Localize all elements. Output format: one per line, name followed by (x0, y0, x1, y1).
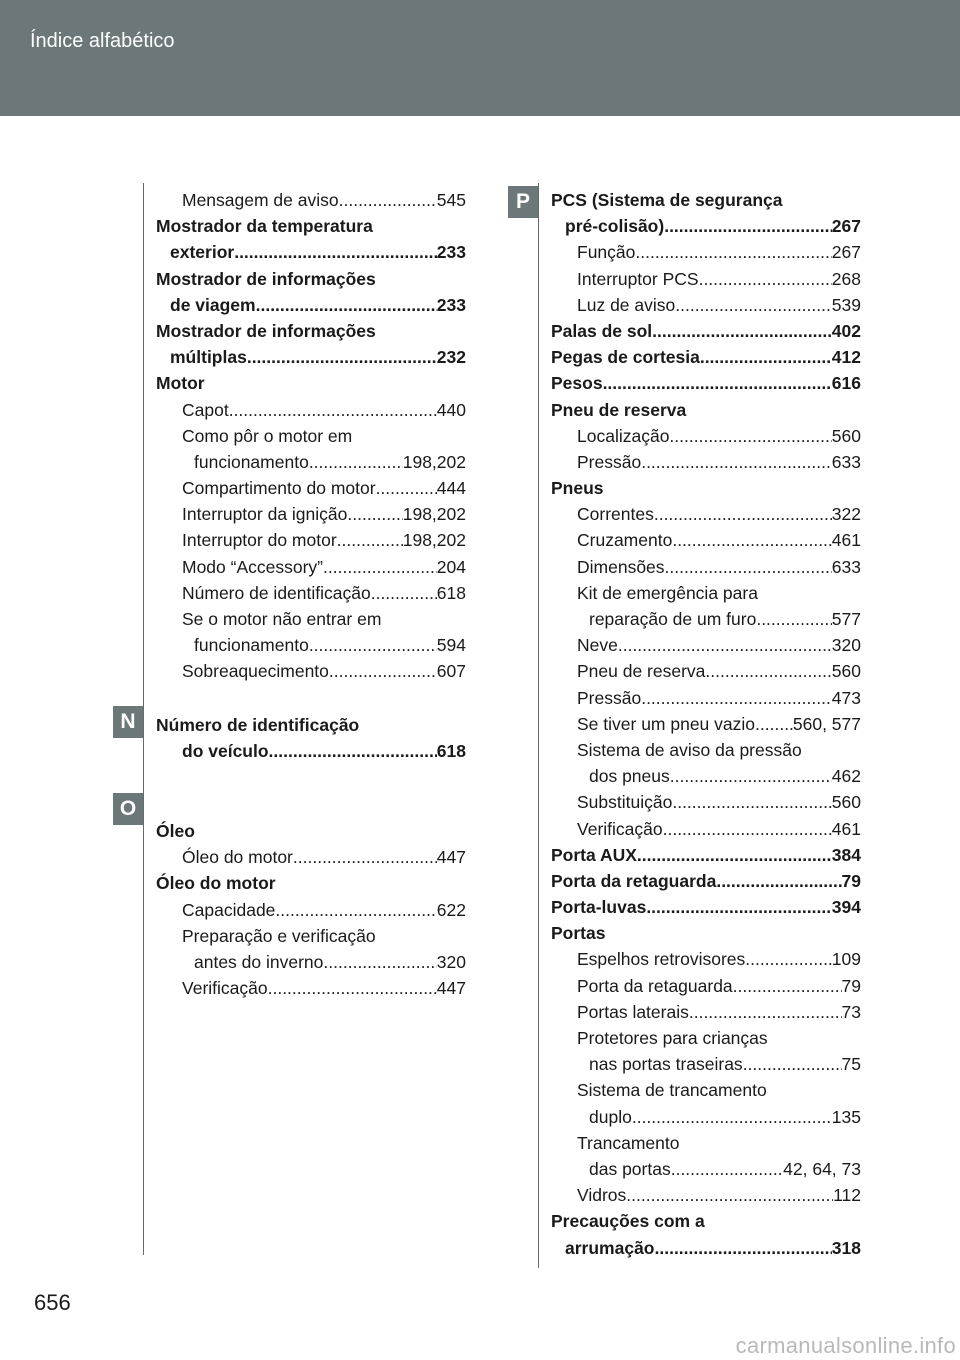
entry-text: Localização (577, 425, 670, 446)
entry-text: Mostrador da temperatura (156, 216, 373, 237)
index-entry (156, 975, 466, 1001)
index-entry (551, 606, 861, 632)
left-column-rule (143, 183, 144, 1255)
entry-text: Pressão (577, 687, 642, 708)
dot-leader (329, 658, 437, 684)
index-entry (551, 580, 861, 606)
entry-page-number: 618 (436, 582, 466, 603)
entry-text: Neve (577, 635, 618, 656)
entry-page-number: 394 (831, 897, 861, 918)
dot-leader (672, 527, 831, 553)
entry-text: Interruptor PCS (577, 268, 699, 289)
index-entry (551, 449, 861, 475)
entry-text: Luz de aviso (577, 294, 676, 315)
entry-text: funcionamento (194, 451, 309, 472)
index-entry (551, 213, 861, 239)
entry-page-number: 462 (831, 766, 861, 787)
entry-text: exterior (170, 242, 235, 263)
entry-text: Mensagem de aviso (182, 190, 339, 210)
entry-text: Mostrador de informações (156, 320, 376, 341)
entry-text: de viagem (170, 294, 256, 315)
entry-page-number: 594 (436, 635, 466, 656)
index-column-left (156, 187, 466, 1001)
entry-page-number: 73 (841, 1001, 861, 1022)
index-entry (156, 844, 466, 870)
index-entry (551, 1182, 861, 1208)
entry-page-number: 233 (436, 294, 466, 315)
entry-page-number: 402 (831, 320, 861, 341)
index-entry (156, 475, 466, 501)
entry-page-number: 75 (841, 1054, 861, 1075)
index-entry (551, 894, 861, 920)
index-entry (551, 475, 861, 501)
entry-text: nas portas traseiras (589, 1054, 743, 1075)
index-entry (551, 1130, 861, 1156)
index-entry (156, 712, 466, 738)
entry-text: Função (577, 242, 636, 263)
entry-page-number: 616 (831, 373, 861, 394)
entry-text: Motor (156, 373, 205, 394)
index-entry (551, 239, 861, 265)
entry-page-number: 204 (436, 556, 466, 577)
entry-page-number: 109 (831, 949, 861, 970)
entry-spacer (156, 791, 466, 818)
entry-page-number: 560 (831, 792, 861, 813)
dot-leader (626, 1182, 833, 1208)
entry-text: Óleo do motor (182, 847, 293, 868)
dot-leader (641, 449, 832, 475)
index-entry (551, 1077, 861, 1103)
dot-leader (618, 632, 832, 658)
entry-text: duplo (589, 1106, 632, 1127)
dot-leader (234, 239, 437, 265)
entry-page-number: 607 (436, 661, 466, 682)
index-entry (156, 923, 466, 949)
index-entry (156, 266, 466, 292)
dot-leader (664, 213, 832, 239)
index-entry (156, 870, 466, 896)
entry-text: Vidros (577, 1185, 627, 1206)
entry-page-number: 560 (831, 661, 861, 682)
entry-spacer (156, 685, 466, 712)
entry-page-number: 384 (831, 844, 861, 865)
entry-text: PCS (Sistema de segurança (551, 190, 783, 210)
entry-page-number: 618 (436, 740, 466, 761)
entry-text: Kit de emergência para (577, 582, 758, 603)
dot-leader (275, 897, 436, 923)
dot-leader (293, 844, 437, 870)
dot-leader (323, 949, 436, 975)
index-entry (551, 1156, 861, 1182)
dot-leader (256, 292, 437, 318)
entry-text: Sistema de trancamento (577, 1080, 767, 1101)
index-entry (156, 658, 466, 684)
entry-text: pré-colisão) (565, 216, 665, 237)
page-number: 656 (34, 1290, 71, 1315)
index-entry (156, 344, 466, 370)
dot-leader (269, 738, 437, 764)
entry-text: Número de identificação (156, 714, 360, 735)
dot-leader (652, 318, 832, 344)
index-entry (156, 580, 466, 606)
entry-page-number: 633 (831, 451, 861, 472)
entry-page-number: 267 (831, 216, 861, 237)
index-entry (156, 949, 466, 975)
dot-leader (669, 423, 831, 449)
watermark: carmanualsonline.info (735, 1333, 956, 1358)
entry-text: Pressão (577, 451, 642, 472)
entry-page-number: 545 (436, 190, 466, 210)
index-entry (156, 738, 466, 764)
dot-leader (670, 763, 832, 789)
letter-marker-p: P (508, 186, 538, 218)
entry-text: Sistema de aviso da pressão (577, 739, 802, 760)
dot-leader (309, 632, 437, 658)
entry-text: Óleo (156, 820, 195, 841)
index-entry (551, 737, 861, 763)
dot-leader (700, 344, 832, 370)
index-entry (551, 344, 861, 370)
entry-page-number: 560 (831, 425, 861, 446)
entry-text: Precauções com a (551, 1211, 705, 1232)
entry-text: Dimensões (577, 556, 665, 577)
index-entry (551, 1025, 861, 1051)
index-entry (551, 370, 861, 396)
index-entry (156, 501, 466, 527)
index-entry (551, 501, 861, 527)
entry-page-number: 444 (436, 478, 466, 499)
dot-leader (663, 816, 832, 842)
dot-leader (671, 1156, 783, 1182)
index-entry (551, 999, 861, 1025)
entry-text: reparação de um furo (589, 609, 757, 629)
dot-leader (323, 554, 437, 580)
index-entry (156, 818, 466, 844)
entry-text: das portas (589, 1158, 671, 1179)
index-entry (551, 1051, 861, 1077)
entry-page-number: 198,202 (402, 530, 466, 551)
dot-leader (229, 397, 437, 423)
entry-text: Porta AUX (551, 844, 637, 865)
dot-leader (689, 999, 842, 1025)
index-entry (551, 658, 861, 684)
entry-page-number: 447 (436, 978, 466, 999)
dot-leader (309, 449, 403, 475)
entry-text: Palas de sol (551, 320, 653, 341)
index-entry (551, 187, 861, 213)
dot-leader (637, 842, 832, 868)
index-entry (551, 973, 861, 999)
dot-leader (632, 1104, 832, 1130)
index-entry (551, 292, 861, 318)
entry-text: Óleo do motor (156, 873, 276, 894)
entry-page-number: 320 (436, 951, 466, 972)
entry-text: Pneus (551, 478, 604, 499)
entry-text: Interruptor da ignição (182, 504, 348, 525)
entry-text: do veículo (182, 740, 269, 761)
index-entry (156, 606, 466, 632)
entry-text: Número de identificação (182, 582, 371, 603)
entry-text: Correntes (577, 504, 654, 525)
index-entry (551, 266, 861, 292)
dot-leader (641, 685, 832, 711)
entry-text: Verificação (577, 818, 663, 839)
entry-text: Portas (551, 923, 606, 944)
dot-leader (705, 658, 831, 684)
index-entry (156, 397, 466, 423)
dot-leader (755, 711, 793, 737)
entry-spacer (156, 764, 466, 791)
entry-page-number: 232 (436, 347, 466, 368)
entry-text: Preparação e verificação (182, 925, 376, 946)
entry-page-number: 267 (831, 242, 861, 263)
entry-page-number: 79 (841, 975, 861, 996)
index-entry (551, 685, 861, 711)
entry-page-number: 633 (831, 556, 861, 577)
entry-page-number: 622 (436, 899, 466, 920)
dot-leader (733, 973, 842, 999)
index-entry (156, 187, 466, 213)
entry-text: antes do inverno (194, 951, 324, 972)
entry-text: funcionamento (194, 635, 309, 656)
index-entry (551, 318, 861, 344)
entry-text: múltiplas (170, 347, 247, 368)
entry-page-number: 473 (831, 687, 861, 708)
dot-leader (339, 187, 437, 213)
entry-page-number: 461 (831, 530, 861, 551)
letter-marker-n: N (113, 706, 143, 738)
entry-page-number: 268 (831, 268, 861, 289)
index-entry (551, 1208, 861, 1234)
entry-text: Pesos (551, 373, 603, 394)
entry-text: Trancamento (577, 1132, 680, 1153)
index-entry (156, 318, 466, 344)
dot-leader (347, 501, 402, 527)
page-header (0, 0, 960, 116)
dot-leader (247, 344, 437, 370)
entry-page-number: 412 (831, 347, 861, 368)
index-entry (551, 423, 861, 449)
index-entry (156, 449, 466, 475)
entry-page-number: 320 (831, 635, 861, 656)
index-entry (551, 763, 861, 789)
index-entry (551, 842, 861, 868)
dot-leader (635, 239, 831, 265)
index-entry (551, 1235, 861, 1261)
index-entry (551, 527, 861, 553)
entry-text: Protetores para crianças (577, 1028, 768, 1048)
index-entry (156, 632, 466, 658)
dot-leader (268, 975, 437, 1001)
dot-leader (699, 266, 832, 292)
entry-text: Se o motor não entrar em (182, 609, 382, 629)
entry-text: Portas laterais (577, 1001, 689, 1022)
entry-text: Verificação (182, 978, 268, 999)
letter-marker-o: O (113, 793, 143, 825)
entry-page-number: 42, 64, 73 (783, 1158, 861, 1179)
entry-text: Porta da retaguarda (577, 975, 733, 996)
dot-leader (672, 789, 831, 815)
entry-text: dos pneus (589, 766, 670, 787)
dot-leader (756, 606, 831, 632)
entry-page-number: 461 (831, 818, 861, 839)
entry-text: Capacidade (182, 899, 276, 920)
entry-page-number: 447 (436, 847, 466, 868)
entry-page-number: 79 (841, 870, 861, 891)
index-entry (551, 397, 861, 423)
index-entry (551, 711, 861, 737)
dot-leader (371, 580, 437, 606)
dot-leader (655, 1235, 832, 1261)
entry-page-number: 539 (831, 294, 861, 315)
index-entry (551, 1104, 861, 1130)
dot-leader (376, 475, 437, 501)
index-entry (156, 554, 466, 580)
entry-page-number: 198,202 (402, 504, 466, 525)
entry-text: Como pôr o motor em (182, 425, 353, 446)
index-entry (551, 946, 861, 972)
entry-page-number: 577 (831, 609, 861, 629)
index-entry (156, 239, 466, 265)
entry-text: Compartimento do motor (182, 478, 376, 499)
index-entry (551, 789, 861, 815)
entry-text: Modo “Accessory” (182, 556, 324, 577)
entry-text: Interruptor do motor (182, 530, 337, 551)
dot-leader (646, 894, 831, 920)
entry-text: Espelhos retrovisores (577, 949, 746, 970)
index-entry (156, 370, 466, 396)
index-entry (156, 897, 466, 923)
entry-text: Pneu de reserva (577, 661, 706, 682)
dot-leader (743, 1051, 842, 1077)
entry-page-number: 560, 577 (792, 713, 861, 734)
index-entry (156, 423, 466, 449)
entry-page-number: 135 (831, 1106, 861, 1127)
entry-text: Capot (182, 399, 229, 420)
entry-page-number: 318 (831, 1237, 861, 1258)
dot-leader (675, 292, 832, 318)
entry-text: Pneu de reserva (551, 399, 687, 420)
entry-text: Se tiver um pneu vazio (577, 713, 756, 734)
entry-text: arrumação (565, 1237, 655, 1258)
dot-leader (337, 527, 403, 553)
entry-text: Sobreaquecimento (182, 661, 329, 682)
entry-page-number: 322 (831, 504, 861, 525)
dot-leader (654, 501, 832, 527)
entry-page-number: 198,202 (402, 451, 466, 472)
entry-text: Porta da retaguarda (551, 870, 717, 891)
entry-page-number: 233 (436, 242, 466, 263)
index-entry (551, 868, 861, 894)
index-entry (551, 920, 861, 946)
index-entry (551, 816, 861, 842)
entry-page-number: 112 (833, 1185, 861, 1206)
dot-leader (603, 370, 832, 396)
index-entry (156, 527, 466, 553)
dot-leader (716, 868, 841, 894)
entry-text: Pegas de cortesia (551, 347, 700, 368)
entry-text: Cruzamento (577, 530, 673, 551)
index-entry (156, 292, 466, 318)
entry-text: Porta-luvas (551, 897, 647, 918)
entry-text: Substituição (577, 792, 673, 813)
dot-leader (745, 946, 832, 972)
index-column-right (551, 187, 861, 1261)
right-column-rule (538, 183, 539, 1268)
entry-text: Mostrador de informações (156, 268, 376, 289)
index-entry (156, 213, 466, 239)
dot-leader (665, 554, 832, 580)
index-entry (551, 554, 861, 580)
index-entry (551, 632, 861, 658)
entry-page-number: 440 (436, 399, 466, 420)
header-title: Índice alfabético (30, 30, 175, 52)
